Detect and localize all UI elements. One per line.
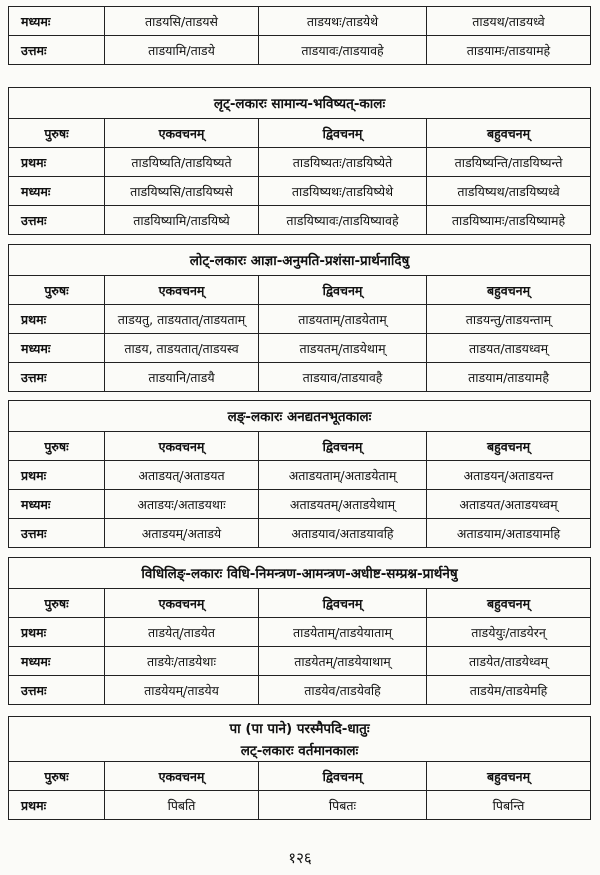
column-header: एकवचनम् bbox=[105, 762, 259, 791]
column-header: बहुवचनम् bbox=[427, 432, 591, 461]
header-row bbox=[9, 432, 591, 461]
column-header: एकवचनम् bbox=[105, 589, 259, 618]
purusha-cell: मध्यमः bbox=[9, 7, 105, 36]
form-cell: ताडयेम/ताडयेमहि bbox=[427, 676, 591, 705]
header-row bbox=[9, 589, 591, 618]
purusha-cell: प्रथमः bbox=[9, 461, 105, 490]
purusha-cell: उत्तमः bbox=[9, 676, 105, 705]
table-row bbox=[9, 177, 591, 206]
column-header: द्विवचनम् bbox=[259, 432, 427, 461]
form-cell: ताडयेत्/ताडयेत bbox=[105, 618, 259, 647]
form-cell: अताडयः/अताडयथाः bbox=[105, 490, 259, 519]
column-header: एकवचनम् bbox=[105, 119, 259, 148]
table-row bbox=[9, 791, 591, 820]
table-subtitle: लट्-लकारः वर्तमानकालः bbox=[9, 739, 591, 762]
purusha-cell: मध्यमः bbox=[9, 647, 105, 676]
purusha-cell: प्रथमः bbox=[9, 791, 105, 820]
form-cell: ताडयिष्यथः/ताडयिष्येथे bbox=[259, 177, 427, 206]
form-cell: ताडयथः/ताडयेथे bbox=[259, 7, 427, 36]
table-lrt bbox=[8, 87, 591, 235]
form-cell: ताडयामः/ताडयामहे bbox=[427, 36, 591, 65]
header-row bbox=[9, 119, 591, 148]
form-cell: ताडयानि/ताडयै bbox=[105, 363, 259, 392]
form-cell: ताडयिष्यावः/ताडयिष्यावहे bbox=[259, 206, 427, 235]
form-cell: ताडयतम्/ताडयेथाम् bbox=[259, 334, 427, 363]
form-cell: ताडयेत/ताडयेध्वम् bbox=[427, 647, 591, 676]
table-title: लृट्-लकारः सामान्य-भविष्यत्-कालः bbox=[9, 88, 591, 119]
table-lan bbox=[8, 400, 591, 548]
form-cell: पिबति bbox=[105, 791, 259, 820]
column-header: पुरुषः bbox=[9, 762, 105, 791]
form-cell: ताडयथ/ताडयध्वे bbox=[427, 7, 591, 36]
form-cell: ताडयेतम्/ताडयेयाथाम् bbox=[259, 647, 427, 676]
column-header: पुरुषः bbox=[9, 589, 105, 618]
form-cell: ताडयत/ताडयध्वम् bbox=[427, 334, 591, 363]
form-cell: पिबतः bbox=[259, 791, 427, 820]
table-row bbox=[9, 490, 591, 519]
form-cell: ताडयताम्/ताडयेताम् bbox=[259, 305, 427, 334]
form-cell: अताडयाव/अताडयावहि bbox=[259, 519, 427, 548]
form-cell: पिबन्ति bbox=[427, 791, 591, 820]
form-cell: ताडयिष्यामः/ताडयिष्यामहे bbox=[427, 206, 591, 235]
column-header: पुरुषः bbox=[9, 432, 105, 461]
form-cell: ताडयसि/ताडयसे bbox=[105, 7, 259, 36]
form-cell: ताडयिष्यति/ताडयिष्यते bbox=[105, 148, 259, 177]
table-row bbox=[9, 7, 591, 36]
table-title: लङ्-लकारः अनद्यतनभूतकालः bbox=[9, 401, 591, 432]
form-cell: अताडयतम्/अताडयेथाम् bbox=[259, 490, 427, 519]
purusha-cell: उत्तमः bbox=[9, 36, 105, 65]
table-row bbox=[9, 334, 591, 363]
form-cell: ताडयिष्यसि/ताडयिष्यसे bbox=[105, 177, 259, 206]
form-cell: ताडयतु, ताडयतात्/ताडयताम् bbox=[105, 305, 259, 334]
column-header: पुरुषः bbox=[9, 119, 105, 148]
purusha-cell: प्रथमः bbox=[9, 305, 105, 334]
form-cell: ताडयावः/ताडयावहे bbox=[259, 36, 427, 65]
table-lat-continued bbox=[8, 6, 591, 65]
column-header: एकवचनम् bbox=[105, 432, 259, 461]
purusha-cell: उत्तमः bbox=[9, 206, 105, 235]
form-cell: अताडयाम/अताडयामहि bbox=[427, 519, 591, 548]
form-cell: ताडयिष्यतः/ताडयिष्येते bbox=[259, 148, 427, 177]
form-cell: ताडयामि/ताडये bbox=[105, 36, 259, 65]
purusha-cell: मध्यमः bbox=[9, 177, 105, 206]
table-row bbox=[9, 647, 591, 676]
purusha-cell: उत्तमः bbox=[9, 363, 105, 392]
form-cell: ताडय, ताडयतात्/ताडयस्व bbox=[105, 334, 259, 363]
table-title: विधिलिङ्-लकारः विधि-निमन्त्रण-आमन्त्रण-अधीष्ट-सम्प्रश्न-प्रार्थनेषु bbox=[9, 558, 591, 589]
form-cell: ताडयेयुः/ताडयेरन् bbox=[427, 618, 591, 647]
form-cell: ताडयेताम्/ताडयेयाताम् bbox=[259, 618, 427, 647]
form-cell: ताडयिष्यन्ति/ताडयिष्यन्ते bbox=[427, 148, 591, 177]
column-header: द्विवचनम् bbox=[259, 589, 427, 618]
form-cell: ताडयेः/ताडयेथाः bbox=[105, 647, 259, 676]
form-cell: अताडयताम्/अताडयेताम् bbox=[259, 461, 427, 490]
table-title: लोट्-लकारः आज्ञा-अनुमति-प्रशंसा-प्रार्थनादिषु bbox=[9, 245, 591, 276]
table-row bbox=[9, 461, 591, 490]
column-header: द्विवचनम् bbox=[259, 276, 427, 305]
purusha-cell: उत्तमः bbox=[9, 519, 105, 548]
form-cell: ताडयिष्यामि/ताडयिष्ये bbox=[105, 206, 259, 235]
table-row bbox=[9, 36, 591, 65]
table-row bbox=[9, 148, 591, 177]
form-cell: ताडयाव/ताडयावहै bbox=[259, 363, 427, 392]
form-cell: अताडयत/अताडयध्वम् bbox=[427, 490, 591, 519]
column-header: पुरुषः bbox=[9, 276, 105, 305]
form-cell: ताडयन्तु/ताडयन्ताम् bbox=[427, 305, 591, 334]
table-row bbox=[9, 618, 591, 647]
purusha-cell: मध्यमः bbox=[9, 490, 105, 519]
table-title: पा (पा पाने) परस्मैपदि-धातुः bbox=[9, 717, 591, 740]
column-header: एकवचनम् bbox=[105, 276, 259, 305]
table-row bbox=[9, 519, 591, 548]
form-cell: अताडयत्/अताडयत bbox=[105, 461, 259, 490]
purusha-cell: प्रथमः bbox=[9, 618, 105, 647]
form-cell: अताडयन्/अताडयन्त bbox=[427, 461, 591, 490]
column-header: बहुवचनम् bbox=[427, 276, 591, 305]
form-cell: ताडयाम/ताडयामहै bbox=[427, 363, 591, 392]
header-row bbox=[9, 276, 591, 305]
table-lot bbox=[8, 244, 591, 392]
form-cell: अताडयम्/अताडये bbox=[105, 519, 259, 548]
column-header: बहुवचनम् bbox=[427, 119, 591, 148]
column-header: बहुवचनम् bbox=[427, 589, 591, 618]
purusha-cell: प्रथमः bbox=[9, 148, 105, 177]
column-header: द्विवचनम् bbox=[259, 762, 427, 791]
table-row bbox=[9, 363, 591, 392]
table-row bbox=[9, 305, 591, 334]
column-header: द्विवचनम् bbox=[259, 119, 427, 148]
header-row bbox=[9, 762, 591, 791]
table-row bbox=[9, 206, 591, 235]
form-cell: ताडयेयम्/ताडयेय bbox=[105, 676, 259, 705]
table-pa-lat bbox=[8, 716, 591, 820]
form-cell: ताडयिष्यथ/ताडयिष्यध्वे bbox=[427, 177, 591, 206]
form-cell: ताडयेव/ताडयेवहि bbox=[259, 676, 427, 705]
page-number: १२६ bbox=[288, 849, 312, 867]
table-row bbox=[9, 676, 591, 705]
purusha-cell: मध्यमः bbox=[9, 334, 105, 363]
column-header: बहुवचनम् bbox=[427, 762, 591, 791]
table-vidhilin bbox=[8, 557, 591, 705]
